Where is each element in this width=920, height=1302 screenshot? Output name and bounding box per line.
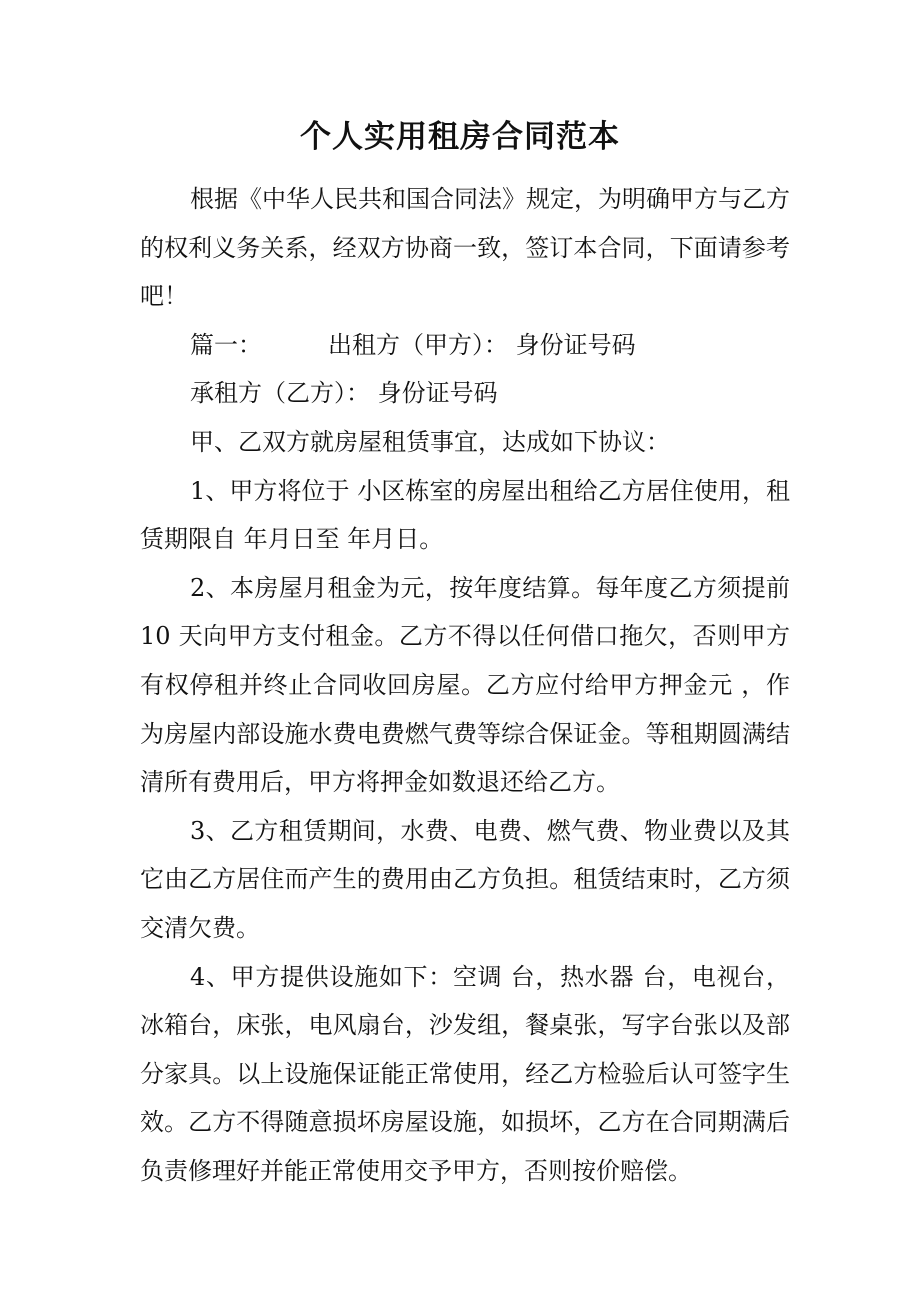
clause-4: 4、甲方提供设施如下：空调 台，热水器 台，电视台，冰箱台，床张，电风扇台，沙发组，餐桌张，写字台张以及部分家具。以上设施保证能正常使用，经乙方检验后认可签字生效。乙方不得随意损坏房屋设施，如损坏，乙方在合同期满后负责修理好并能正常使用交予甲方，否则按价赔偿。 — [140, 962, 790, 1185]
document-title: 个人实用租房合同范本 — [300, 119, 620, 155]
clause-1: 1、甲方将位于 小区栋室的房屋出租给乙方居住使用，租赁期限自 年月日至 年月日。 — [140, 476, 790, 554]
document-body — [140, 175, 790, 1195]
intro-paragraph: 根据《中华人民共和国合同法》规定，为明确甲方与乙方的权利义务关系，经双方协商一致，签订本合同，下面请参考吧！ — [140, 185, 790, 311]
parties-lessor-line — [140, 321, 790, 370]
section-label: 篇一： — [190, 330, 262, 359]
lessee-line: 承租方（乙方）： 身份证号码 — [190, 379, 498, 408]
clause-3: 3、乙方租赁期间，水费、电费、燃气费、物业费以及其它由乙方居住而产生的费用由乙方负担。租赁结束时，乙方须交清欠费。 — [140, 816, 790, 942]
lessor-line: 出租方（甲方）： 身份证号码 — [328, 330, 636, 359]
agreement-line: 甲、乙双方就房屋租赁事宜，达成如下协议： — [190, 427, 670, 456]
clause-2: 2、本房屋月租金为元，按年度结算。每年度乙方须提前 10 天向甲方支付租金。乙方不得以任何借口拖欠，否则甲方有权停租并终止合同收回房屋。乙方应付给甲方押金元 ，作为房屋内部设施水费电费燃气费等综合保证金。等租期圆满结清所有费用后，甲方将押金如数退还给乙方。 — [140, 573, 790, 797]
